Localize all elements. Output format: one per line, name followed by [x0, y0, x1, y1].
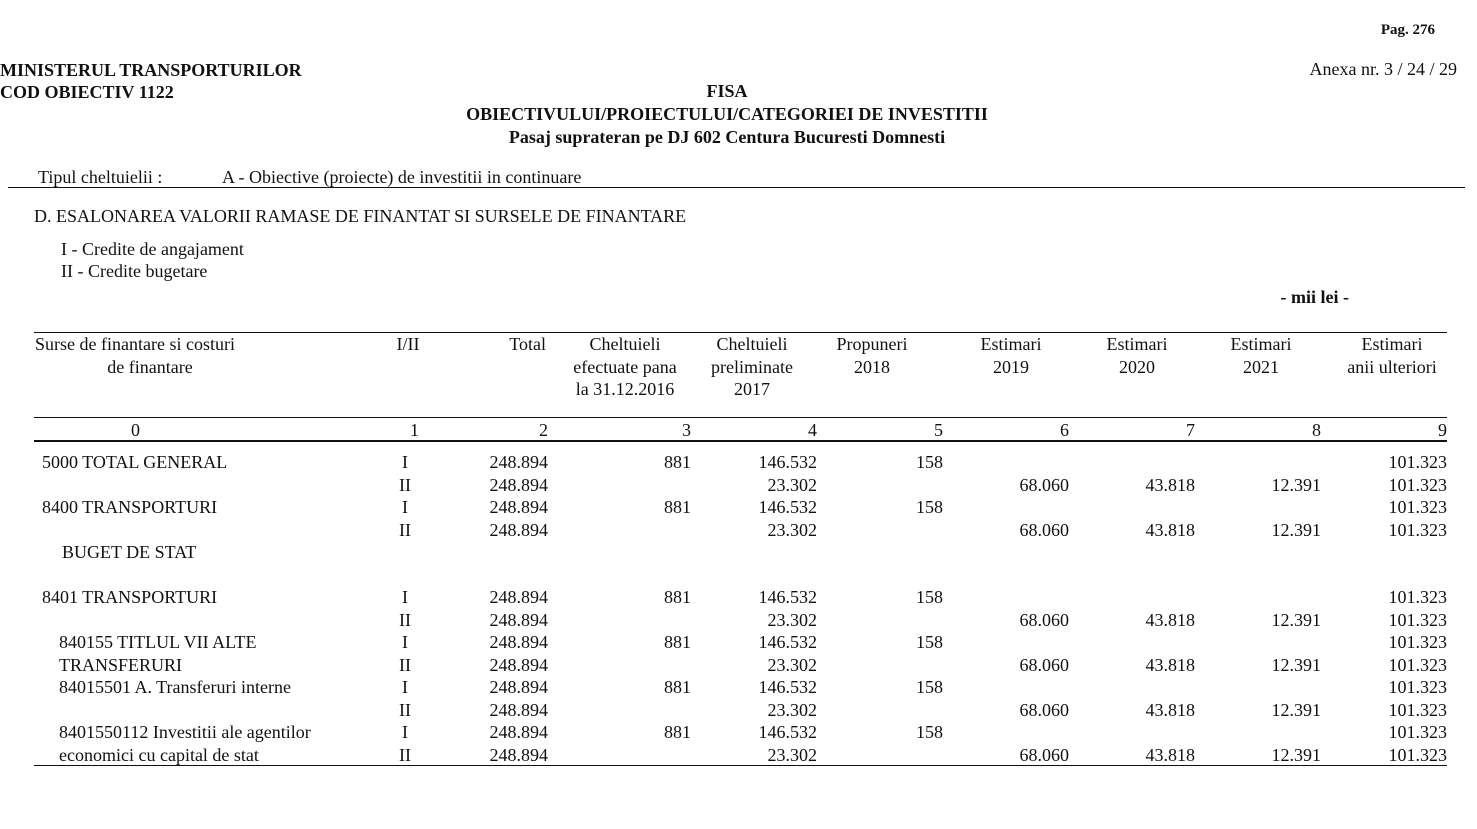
estimate-later-cell: 101.323	[1388, 722, 1447, 742]
table-row	[0, 654, 1477, 677]
spent-cell: 881	[664, 497, 691, 517]
column-index: 6	[1060, 420, 1069, 440]
table-row	[0, 699, 1477, 722]
table-row	[0, 519, 1477, 542]
credit-type-cell: II	[399, 699, 411, 720]
column-index: 2	[539, 420, 548, 440]
index-rule	[34, 440, 1447, 442]
estimate-2020-cell: 43.818	[1145, 474, 1195, 495]
column-index: 8	[1312, 420, 1321, 440]
row-label: 84015501 A. Transferuri interne	[59, 677, 291, 697]
total-cell: 248.894	[489, 587, 548, 607]
preliminary-cell: 23.302	[767, 609, 817, 630]
spent-cell: 881	[664, 452, 691, 472]
column-index: 3	[682, 420, 691, 440]
credit-type-cell: II	[399, 474, 411, 495]
credit-type-cell: II	[399, 519, 411, 540]
header-preliminary: Cheltuieli preliminate 2017	[711, 334, 793, 399]
estimate-2020-cell: 43.818	[1145, 519, 1195, 540]
objective-code: COD OBIECTIV 1122	[0, 82, 174, 102]
header-proposals: Propuneri 2018	[836, 334, 908, 377]
estimate-2019-cell: 68.060	[1019, 519, 1069, 540]
estimate-later-cell: 101.323	[1388, 474, 1447, 495]
header-sources: Surse de finantare si costuri de finantare	[35, 334, 235, 377]
credit-type-cell: I	[402, 632, 408, 652]
header-credit-type: I/II	[396, 334, 420, 354]
preliminary-cell: 146.532	[758, 632, 817, 652]
column-index: 9	[1438, 420, 1447, 440]
total-cell: 248.894	[489, 722, 548, 742]
proposal-cell: 158	[916, 587, 943, 607]
header-rule	[34, 417, 1447, 418]
preliminary-cell: 146.532	[758, 722, 817, 742]
credit-type-cell: II	[399, 654, 411, 675]
expense-type-label: Tipul cheltuielii :	[38, 167, 163, 187]
spent-cell: 881	[664, 632, 691, 652]
preliminary-cell: 146.532	[758, 452, 817, 472]
estimate-2021-cell: 12.391	[1271, 744, 1321, 765]
divider	[8, 187, 1465, 188]
total-cell: 248.894	[489, 744, 548, 765]
estimate-later-cell: 101.323	[1388, 744, 1447, 765]
estimate-later-cell: 101.323	[1388, 632, 1447, 652]
preliminary-cell: 146.532	[758, 677, 817, 697]
credit-type-cell: I	[402, 452, 408, 472]
table-row	[0, 586, 1477, 609]
preliminary-cell: 23.302	[767, 699, 817, 720]
preliminary-cell: 23.302	[767, 654, 817, 675]
preliminary-cell: 146.532	[758, 497, 817, 517]
estimate-later-cell: 101.323	[1388, 497, 1447, 517]
column-index: 0	[131, 420, 140, 440]
row-label: TRANSFERURI	[59, 654, 183, 675]
spent-cell: 881	[664, 587, 691, 607]
total-cell: 248.894	[489, 474, 548, 495]
column-index: 7	[1186, 420, 1195, 440]
spent-cell: 881	[664, 722, 691, 742]
document-title: FISA	[706, 81, 748, 101]
spent-cell: 881	[664, 677, 691, 697]
project-name: Pasaj suprateran pe DJ 602 Centura Bucuresti Domnesti	[508, 127, 946, 147]
table-bottom-rule	[34, 765, 1447, 766]
proposal-cell: 158	[916, 677, 943, 697]
table-row	[0, 721, 1477, 744]
preliminary-cell: 23.302	[767, 519, 817, 540]
table-row	[0, 496, 1477, 519]
credit-type-cell: I	[402, 587, 408, 607]
column-index: 4	[808, 420, 817, 440]
estimate-2019-cell: 68.060	[1019, 654, 1069, 675]
proposal-cell: 158	[916, 632, 943, 652]
estimate-2019-cell: 68.060	[1019, 609, 1069, 630]
estimate-2020-cell: 43.818	[1145, 654, 1195, 675]
table-row	[0, 609, 1477, 632]
estimate-later-cell: 101.323	[1388, 519, 1447, 540]
unit-label: - mii lei -	[1280, 287, 1349, 307]
section-title: D. ESALONAREA VALORII RAMASE DE FINANTAT SI SURSELE DE FINANTARE	[34, 206, 687, 226]
estimate-2021-cell: 12.391	[1271, 654, 1321, 675]
proposal-cell: 158	[916, 722, 943, 742]
table-row	[0, 541, 1477, 564]
estimate-later-cell: 101.323	[1388, 677, 1447, 697]
annex-number: Anexa nr. 3 / 24 / 29	[1309, 59, 1457, 79]
header-estimate-2019: Estimari 2019	[980, 334, 1042, 377]
credit-type-cell: II	[399, 744, 411, 765]
total-cell: 248.894	[489, 632, 548, 652]
header-estimate-later: Estimari anii ulteriori	[1347, 334, 1437, 377]
preliminary-cell: 146.532	[758, 587, 817, 607]
estimate-later-cell: 101.323	[1388, 609, 1447, 630]
estimate-2021-cell: 12.391	[1271, 519, 1321, 540]
page-number: Pag. 276	[1380, 22, 1435, 38]
column-index: 5	[934, 420, 943, 440]
ministry-name: MINISTERUL TRANSPORTURILOR	[0, 60, 302, 80]
row-label: BUGET DE STAT	[62, 542, 197, 562]
estimate-2019-cell: 68.060	[1019, 474, 1069, 495]
header-total: Total	[509, 334, 546, 354]
proposal-cell: 158	[916, 452, 943, 472]
total-cell: 248.894	[489, 452, 548, 472]
table-row	[0, 631, 1477, 654]
estimate-later-cell: 101.323	[1388, 699, 1447, 720]
total-cell: 248.894	[489, 519, 548, 540]
total-cell: 248.894	[489, 497, 548, 517]
header-estimate-2020: Estimari 2020	[1106, 334, 1168, 377]
header-spent: Cheltuieli efectuate pana la 31.12.2016	[573, 334, 677, 399]
legend-item: II - Credite bugetare	[61, 261, 208, 281]
estimate-2021-cell: 12.391	[1271, 699, 1321, 720]
estimate-2019-cell: 68.060	[1019, 744, 1069, 765]
estimate-2020-cell: 43.818	[1145, 699, 1195, 720]
row-label: economici cu capital de stat	[59, 744, 259, 765]
estimate-later-cell: 101.323	[1388, 654, 1447, 675]
estimate-2019-cell: 68.060	[1019, 699, 1069, 720]
row-label: 8400 TRANSPORTURI	[42, 497, 218, 517]
total-cell: 248.894	[489, 654, 548, 675]
table-row	[0, 451, 1477, 474]
table-row	[0, 676, 1477, 699]
row-label: 8401550112 Investitii ale agentilor	[59, 722, 311, 742]
header-estimate-2021: Estimari 2021	[1230, 334, 1292, 377]
row-label: 840155 TITLUL VII ALTE	[59, 632, 257, 652]
total-cell: 248.894	[489, 677, 548, 697]
table-row	[0, 744, 1477, 767]
row-label: 5000 TOTAL GENERAL	[42, 452, 228, 472]
table-row	[0, 564, 1477, 587]
total-cell: 248.894	[489, 699, 548, 720]
expense-type-value: A - Obiective (proiecte) de investitii in continuare	[222, 167, 582, 187]
preliminary-cell: 23.302	[767, 474, 817, 495]
legend-item: I - Credite de angajament	[61, 239, 244, 259]
credit-type-cell: I	[402, 677, 408, 697]
estimate-later-cell: 101.323	[1388, 452, 1447, 472]
table-row	[0, 474, 1477, 497]
document-subtitle: OBIECTIVULUI/PROIECTULUI/CATEGORIEI DE INVESTITII	[466, 104, 988, 124]
column-index: 1	[410, 420, 419, 440]
estimate-2020-cell: 43.818	[1145, 744, 1195, 765]
credit-type-cell: I	[402, 722, 408, 742]
row-label: 8401 TRANSPORTURI	[42, 587, 218, 607]
estimate-later-cell: 101.323	[1388, 587, 1447, 607]
proposal-cell: 158	[916, 497, 943, 517]
estimate-2020-cell: 43.818	[1145, 609, 1195, 630]
estimate-2021-cell: 12.391	[1271, 609, 1321, 630]
estimate-2021-cell: 12.391	[1271, 474, 1321, 495]
credit-type-cell: I	[402, 497, 408, 517]
preliminary-cell: 23.302	[767, 744, 817, 765]
total-cell: 248.894	[489, 609, 548, 630]
credit-type-cell: II	[399, 609, 411, 630]
